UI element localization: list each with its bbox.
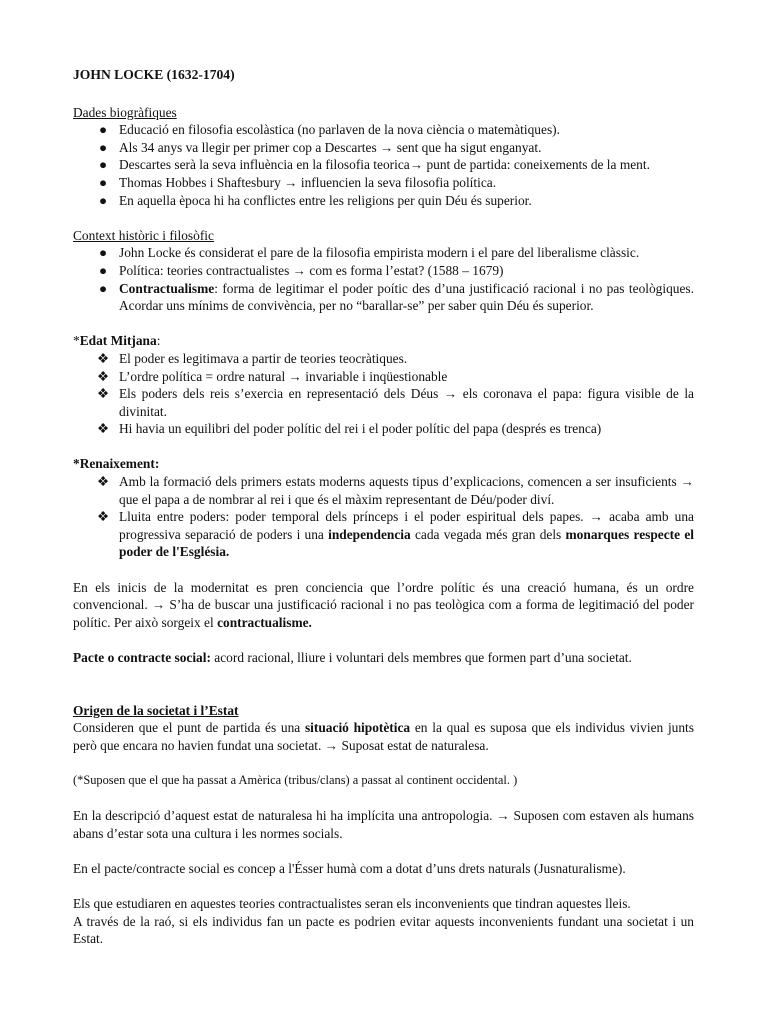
paragraph-jusnaturalisme: En el pacte/contracte social es concep a l'Ésser humà com a dotat d’uns drets naturals (Jusnaturalisme). (73, 860, 626, 876)
list-item-text: Política: teories contractualistes → com es forma l’estat? (1588 – 1679) (119, 262, 504, 278)
spacer (73, 790, 694, 808)
list-item (73, 121, 694, 139)
paragraph-note: (*Suposen que el que ha passat a Amèrica (tribus/clans) a passat al continent occidental. ) (73, 772, 518, 787)
paragraph-text: en la qual es suposa que els individus vivien junts però que encara no havien fundat una societat. → Suposat estat de naturalesa. (73, 720, 694, 753)
list-item-text: El poder es legitimava a partir de teories teocràtiques. (119, 350, 408, 366)
spacer (73, 561, 694, 579)
context-list (73, 244, 694, 314)
paragraph-pacte (73, 649, 694, 667)
list-item-text: Educació en filosofia escolàstica (no parlaven de la nova ciència o matemàtiques). (119, 122, 560, 138)
list-item (73, 368, 694, 386)
diamond-bullet-icon: ❖ (96, 386, 109, 402)
list-item-text: L’ordre política = ordre natural → invariable i inqüestionable (119, 368, 448, 384)
term-situacio-hipotetica: situació hipotètica (304, 720, 411, 736)
list-item-text: Amb la formació dels primers estats moderns aquests tipus d’explicacions, comencen a ser insuficients → que el papa a de nombrar al rei i que és el màxim representant de Déu/poder diví. (119, 474, 694, 507)
spacer (73, 842, 694, 860)
list-item (73, 350, 694, 368)
diamond-bullet-icon: ❖ (96, 509, 109, 525)
biographical-list (73, 121, 694, 209)
section-heading-context: Context històric i filosòfic (73, 227, 214, 243)
list-item-text: cada vegada més gran dels (410, 526, 566, 542)
section-heading-origen: Origen de la societat i l’Estat (73, 702, 239, 718)
term-contractualisme: contractualisme. (217, 614, 312, 630)
spacer (73, 667, 694, 702)
list-item (73, 280, 694, 315)
list-item (73, 244, 694, 262)
diamond-bullet-icon: ❖ (96, 368, 109, 384)
list-item (73, 385, 694, 420)
list-item-text: Als 34 anys va llegir per primer cop a Descartes → sent que ha sigut enganyat. (119, 139, 542, 155)
list-item-text: En aquella època hi ha conflictes entre les religions per quin Déu és superior. (119, 192, 532, 208)
list-item (73, 139, 694, 157)
bullet-icon: ● (98, 174, 108, 190)
list-item (73, 174, 694, 192)
bullet-icon: ● (98, 280, 108, 296)
list-item (73, 508, 694, 561)
bullet-icon: ● (98, 262, 108, 278)
list-item-text: Hi havia un equilibri del poder polític del rei i el poder polític del papa (després es trenca) (119, 421, 602, 437)
heading-text: Edat Mitjana (79, 333, 157, 349)
spacer (73, 209, 694, 227)
term-contractualisme: Contractualisme (119, 280, 215, 296)
paragraph-text: Consideren que el punt de partida és una (73, 720, 305, 736)
diamond-bullet-icon: ❖ (96, 474, 109, 490)
paragraph-rao: A través de la raó, si els individus fan un pacte es podrien evitar aquests inconvenients fundant una societat i un Estat. (73, 913, 694, 947)
list-item-text: : forma de legitimar el poder poític des d’una justificació racional i no pas teològiques. Acordar uns mínims de convivència, per no “barallar-se” per saber quin Déu és superior. (119, 280, 694, 314)
document-title: JOHN LOCKE (1632-1704) (73, 67, 235, 82)
paragraph-modernitat (73, 579, 694, 632)
list-item (73, 262, 694, 280)
renaixement-list (73, 473, 694, 561)
paragraph-text: En els inicis de la modernitat es pren conciencia que l’ordre polític és una creació humana, és un ordre convencional. → S’ha de buscar una justificació racional i no pas teològica com a forma de legitimació del poder polític. Per això sorgeix el (73, 579, 694, 630)
bullet-icon: ● (98, 245, 108, 261)
list-item-text: John Locke és considerat el pare de la filosofia empirista modern i el pare del liberalisme clàssic. (119, 245, 640, 261)
list-item (73, 192, 694, 210)
bullet-icon: ● (98, 139, 108, 155)
list-item (73, 156, 694, 174)
list-item (73, 420, 694, 438)
spacer (73, 631, 694, 649)
bullet-icon: ● (98, 122, 108, 138)
paragraph-inconvenients: Els que estudiaren en aquestes teories contractualistes seran els inconvenients que tindran aquestes lleis. (73, 896, 631, 912)
colon: : (156, 333, 161, 349)
bullet-icon: ● (98, 157, 108, 173)
section-heading-biographical: Dades biogràfiques (73, 104, 177, 120)
asterisk: * (73, 333, 80, 349)
list-item-text: Descartes serà la seva influència en la filosofia teorica→ punt de partida: coneixements de la ment. (119, 157, 650, 173)
section-heading-edat-mitjana (73, 332, 694, 350)
list-item-text: Lluita entre poders: poder temporal dels prínceps i el poder espiritual dels papes. → acaba amb una progressiva separació de poders i una (119, 509, 694, 542)
term-monarques: monarques respecte el poder de l'Església. (119, 526, 694, 560)
paragraph-text: acord racional, lliure i voluntari dels membres que formen part d’una societat. (210, 650, 632, 665)
term-independencia: independencia (328, 526, 411, 542)
section-heading-renaixement (73, 455, 694, 473)
list-item-text: Els poders dels reis s’exercia en representació dels Déus → els coronava el papa: figura visible de la divinitat. (119, 386, 694, 419)
spacer (73, 315, 694, 333)
paragraph-origen (73, 719, 694, 754)
spacer (73, 878, 694, 896)
diamond-bullet-icon: ❖ (96, 421, 109, 437)
edat-mitjana-list (73, 350, 694, 438)
list-item (73, 473, 694, 508)
list-item-text: Thomas Hobbes i Shaftesbury → influencien la seva filosofia política. (119, 174, 497, 190)
paragraph-antropologia: En la descripció d’aquest estat de naturalesa hi ha implícita una antropologia. → Suposen com estaven als humans abans d’estar sota una cultura i les normes socials. (73, 808, 694, 841)
spacer (73, 754, 694, 772)
heading-text: *Renaixement: (73, 456, 160, 472)
term-pacte: Pacte o contracte social: (73, 650, 211, 665)
bullet-icon: ● (98, 192, 108, 208)
diamond-bullet-icon: ❖ (96, 350, 109, 366)
spacer (73, 438, 694, 456)
